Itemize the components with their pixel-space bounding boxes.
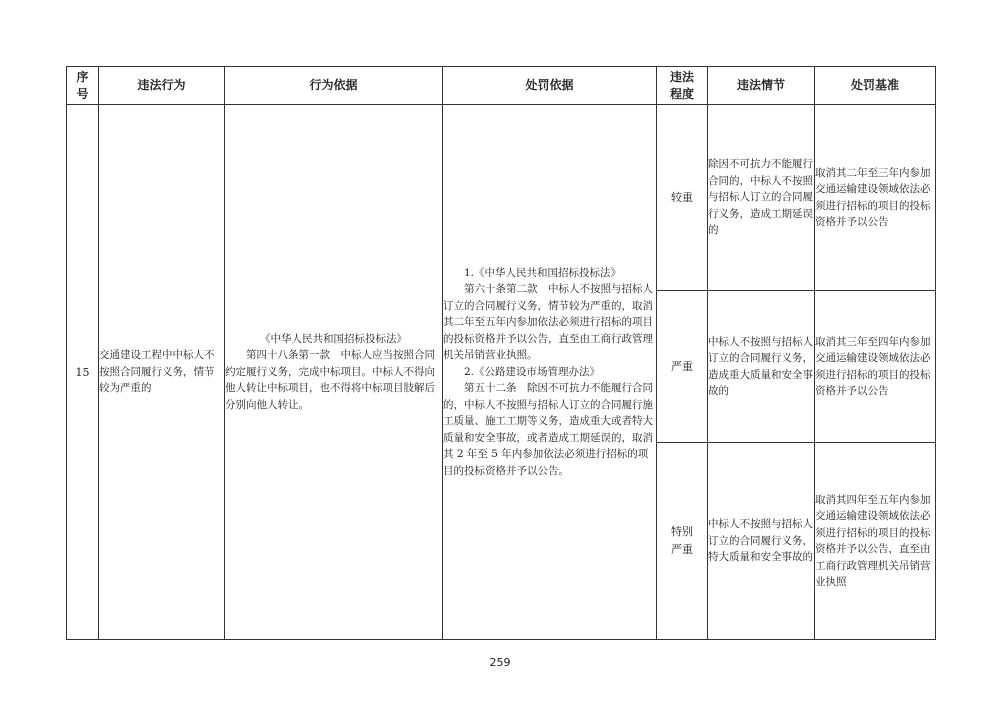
circumstance-level-1: 除因不可抗力不能履行合同的，中标人不按照与招标人订立的合同履行义务，造成工期延误的 [708, 105, 815, 291]
header-seq: 序号 [67, 67, 99, 105]
penalty-item1-text: 第六十条第二款 中标人不按照与招标人订立的合同履行义务，情节较为严重的，取消其二年至五年内参加依法必须进行招标的项目的投标资格并予以公告，直至由工商行政管理机关吊销营业执照。 [443, 283, 653, 362]
header-row [67, 67, 936, 105]
row-penalty-basis [443, 105, 657, 640]
page-number: 259 [489, 656, 511, 669]
header-basis: 行为依据 [225, 67, 443, 105]
header-violation: 违法行为 [99, 67, 225, 105]
row-basis [225, 105, 443, 640]
degree-level-3: 特别严重 [657, 443, 708, 640]
basis-law-title: 《中华人民共和国招标投标法》 [260, 332, 407, 345]
header-standard: 处罚基准 [815, 67, 936, 105]
header-degree: 违法程度 [657, 67, 708, 105]
row-violation: 交通建设工程中中标人不按照合同履行义务，情节较为严重的 [99, 105, 225, 640]
penalty-standard-table [66, 66, 936, 640]
degree-level-1: 较重 [657, 105, 708, 291]
penalty-item2-text: 第五十二条 除因不可抗力不能履行合同的，中标人不按照与招标人订立的合同履行施工质量、施工工期等义务，造成重大或者特大质量和安全事故，或者造成工期延误的，取消其 2 年至 5 年内参加依法必须进行招标的项目的投标资格并予以公告。 [443, 382, 653, 477]
basis-article-text: 第四十八条第一款 中标人应当按照合同约定履行义务，完成中标项目。中标人不得向他人转让中标项目，也不得将中标项目肢解后分别向他人转让。 [225, 349, 435, 411]
row-seq: 15 [67, 105, 99, 640]
standard-level-3: 取消其四年至五年内参加交通运输建设领域依法必须进行招标的项目的投标资格并予以公告，直至由工商行政管理机关吊销营业执照 [815, 443, 936, 640]
penalty-item2-title: 2.《公路建设市场管理办法》 [464, 365, 601, 378]
degree-level-2: 严重 [657, 291, 708, 443]
header-circumstance: 违法情节 [708, 67, 815, 105]
circumstance-level-3: 中标人不按照与招标人订立的合同履行义务，特大质量和安全事故的 [708, 443, 815, 640]
header-penalty-basis: 处罚依据 [443, 67, 657, 105]
penalty-item1-title: 1.《中华人民共和国招标投标法》 [464, 266, 622, 279]
standard-level-1: 取消其二年至三年内参加交通运输建设领域依法必须进行招标的项目的投标资格并予以公告 [815, 105, 936, 291]
standard-level-2: 取消其三年至四年内参加交通运输建设领域依法必须进行招标的项目的投标资格并予以公告 [815, 291, 936, 443]
circumstance-level-2: 中标人不按照与招标人订立的合同履行义务，造成重大质量和安全事故的 [708, 291, 815, 443]
table-row-level-1 [67, 105, 936, 291]
